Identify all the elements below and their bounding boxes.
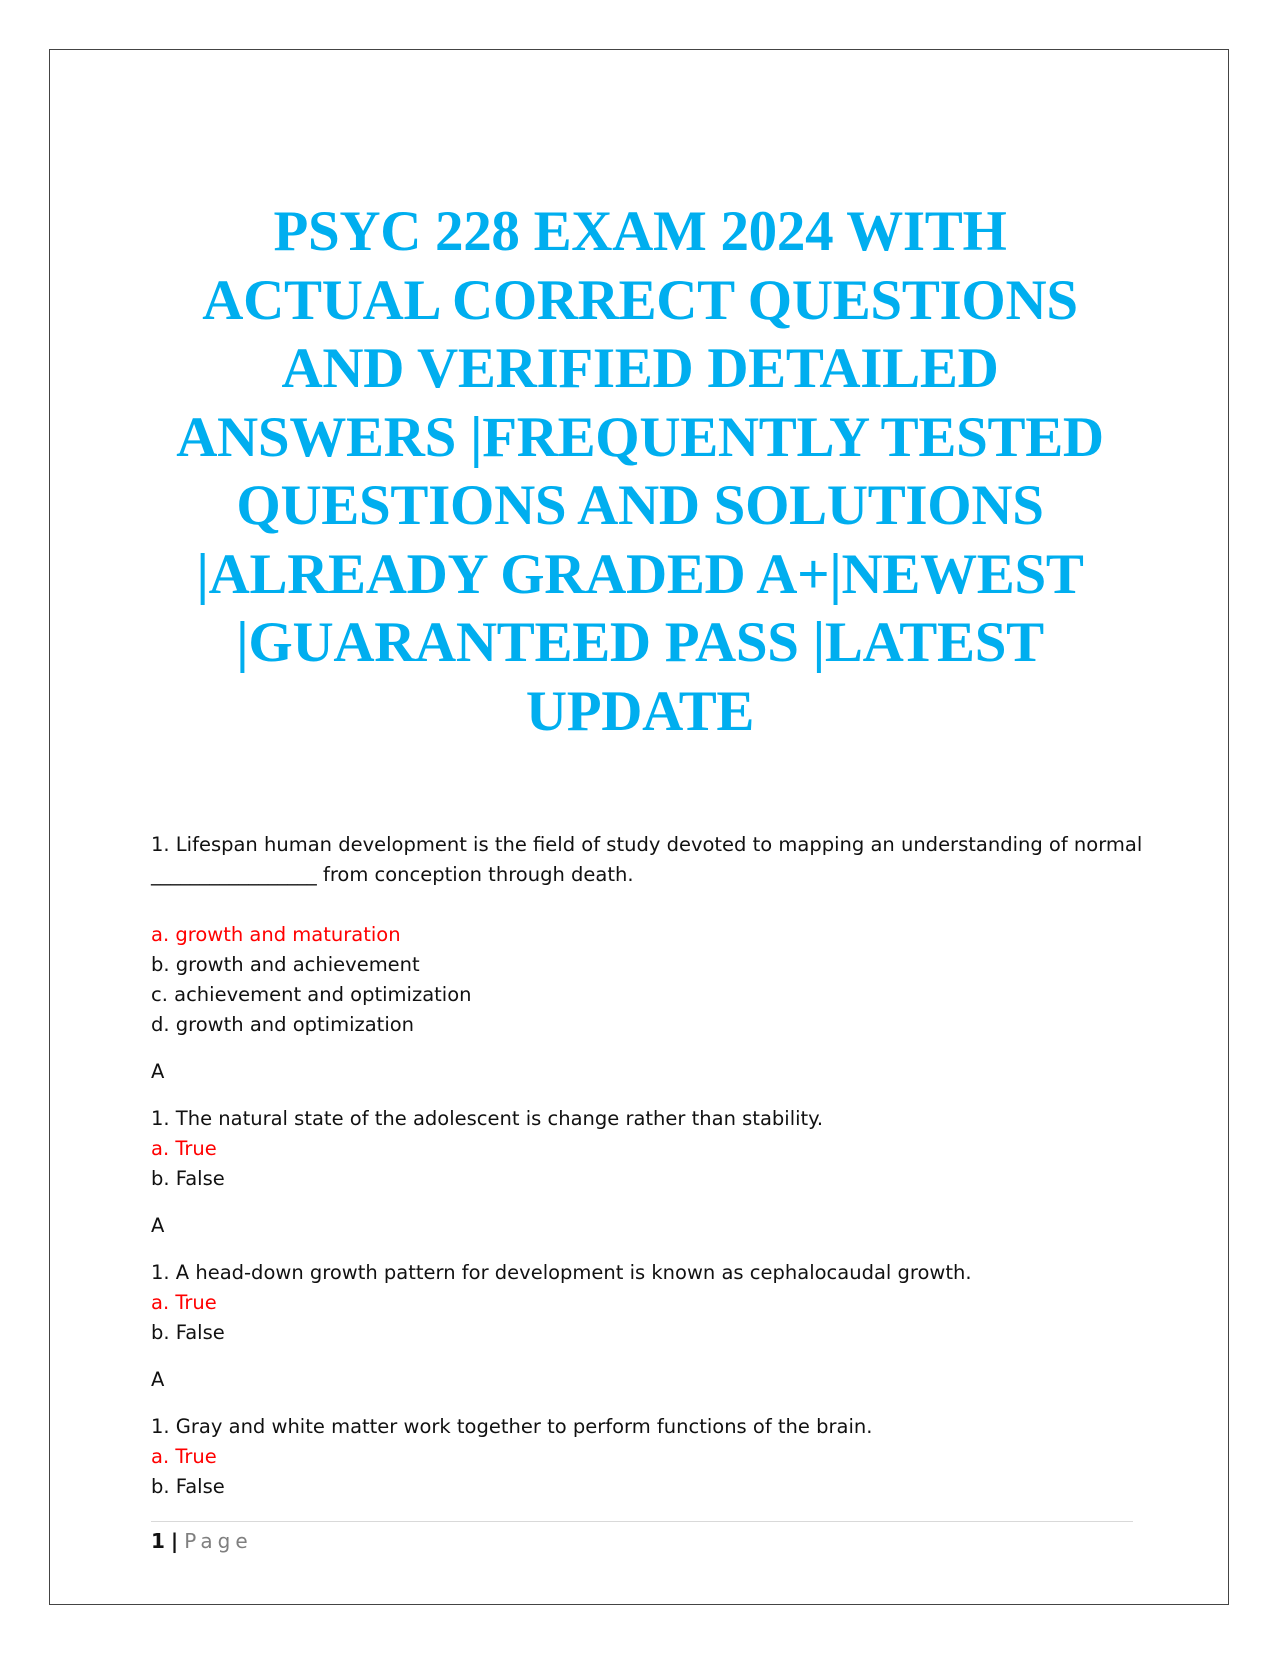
question-stem-continued: _________________ from conception through death. <box>151 863 634 886</box>
document-title: PSYC 228 EXAM 2024 WITH ACTUAL CORRECT QUESTIONS AND VERIFIED DETAILED ANSWERS |FREQUENTLY TESTED QUESTIONS AND SOLUTIONS |ALREADY GRADED A+|NEWEST |GUARANTEED PASS |LATEST UPDATE <box>176 200 1104 743</box>
questions-section <box>151 830 1143 1502</box>
answer-option-correct: a. growth and maturation <box>151 923 401 946</box>
question-1 <box>151 830 1143 1104</box>
question-2 <box>151 1104 1131 1258</box>
answer-option: b. False <box>151 1321 225 1344</box>
answer-key: A <box>151 1060 165 1083</box>
page-label: Page <box>184 1529 253 1553</box>
question-stem: 1. The natural state of the adolescent is change rather than stability. <box>151 1107 824 1130</box>
answer-option: b. False <box>151 1167 225 1190</box>
footer-separator: | <box>170 1529 179 1553</box>
answer-option-correct: a. True <box>151 1291 217 1314</box>
question-stem: 1. Gray and white matter work together to perform functions of the brain. <box>151 1415 873 1438</box>
question-stem: 1. Lifespan human development is the field of study devoted to mapping an understanding of normal <box>151 833 1143 856</box>
question-stem: 1. A head-down growth pattern for development is known as cephalocaudal growth. <box>151 1261 972 1284</box>
answer-option-correct: a. True <box>151 1137 217 1160</box>
answer-option: b. growth and achievement <box>151 953 420 976</box>
question-3 <box>151 1258 1131 1412</box>
answer-key: A <box>151 1214 165 1237</box>
footer-divider <box>151 1521 1133 1522</box>
answer-option: d. growth and optimization <box>151 1013 415 1036</box>
answer-option: c. achievement and optimization <box>151 983 472 1006</box>
answer-option: b. False <box>151 1475 225 1498</box>
page-number: 1 <box>151 1529 165 1553</box>
question-4 <box>151 1412 1131 1502</box>
answer-option-correct: a. True <box>151 1445 217 1468</box>
page-footer <box>151 1528 253 1554</box>
answer-key: A <box>151 1368 165 1391</box>
